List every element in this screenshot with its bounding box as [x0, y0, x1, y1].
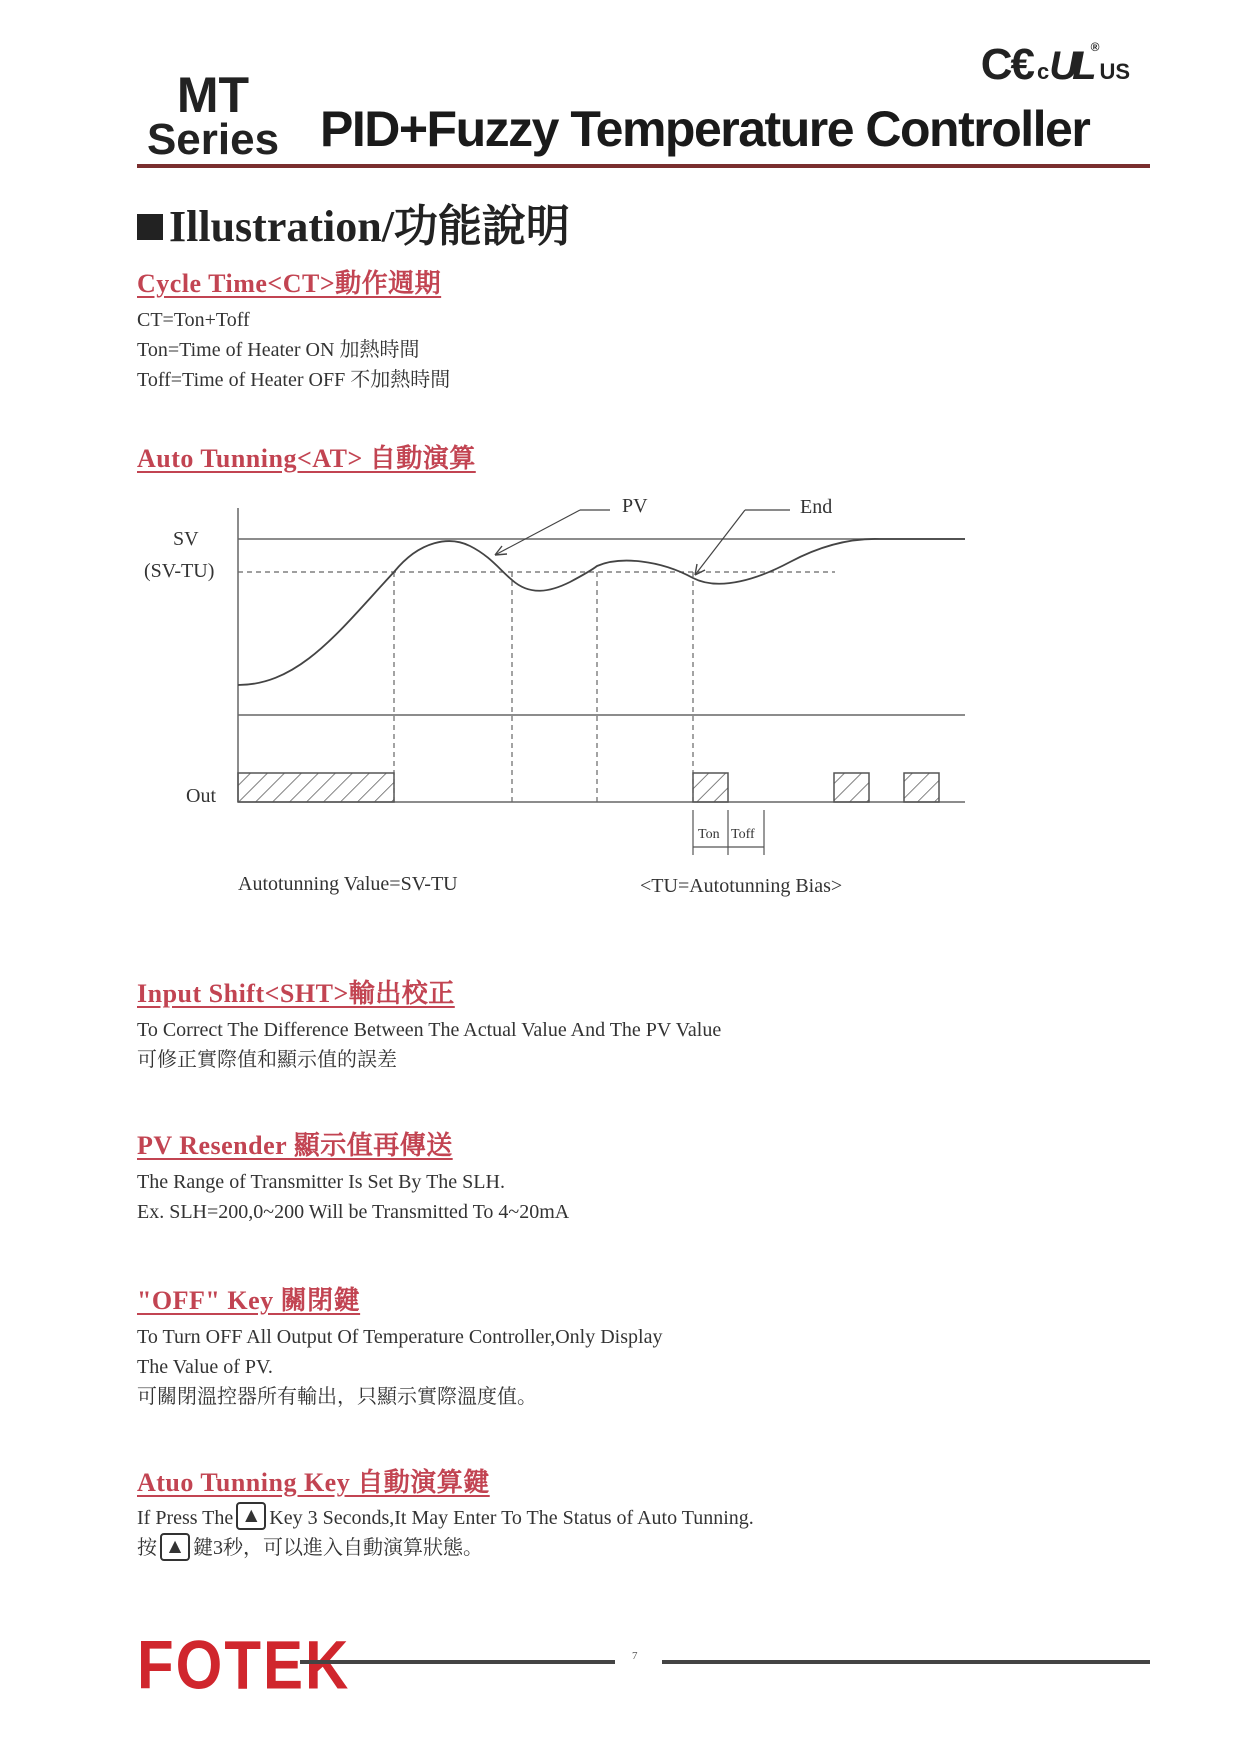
cycle-time-line-2: Ton=Time of Heater ON 加熱時間 [137, 339, 420, 361]
cul-c-mark: c [1037, 59, 1050, 84]
input-shift-title: Input Shift<SHT>輸出校正 [137, 979, 455, 1008]
series-badge [138, 67, 288, 164]
header-divider [137, 164, 1150, 168]
autotuning-value-caption: Autotunning Value=SV-TU [238, 873, 458, 895]
section-heading-text: Illustration/功能說明 [169, 202, 570, 251]
certification-marks [981, 40, 1130, 90]
cycle-time-title: Cycle Time<CT>動作週期 [137, 269, 442, 298]
pv-pointer [495, 510, 580, 555]
up-triangle-key-icon: ▲ [160, 1533, 190, 1561]
atuo-line2-before: 按 [137, 1537, 157, 1560]
off-key-body [137, 1322, 662, 1412]
atuo-line1-after: Key 3 Seconds,It May Enter To The Status of Auto Tunning. [269, 1507, 754, 1529]
output-pulse [834, 773, 869, 802]
atuo-tuning-key-title: Atuo Tunning Key 自動演算鍵 [137, 1468, 490, 1497]
atuo-line2-after: 鍵3秒，可以進入自動演算狀態。 [193, 1537, 483, 1560]
out-label: Out [186, 785, 216, 807]
up-triangle-key-icon: ▲ [236, 1502, 266, 1530]
atuo-tuning-key-body [137, 1503, 754, 1564]
output-pulse [904, 773, 939, 802]
pv-resender-line-2: Ex. SLH=200,0~200 Will be Transmitted To 4~20mA [137, 1201, 570, 1223]
pv-resender-body [137, 1167, 569, 1227]
off-key-title: "OFF" Key 關閉鍵 [137, 1286, 361, 1315]
footer-rule-right [662, 1660, 1150, 1664]
pv-resender-line-1: The Range of Transmitter Is Set By The SLH. [137, 1171, 505, 1193]
section-heading [137, 190, 570, 254]
page-title: PID+Fuzzy Temperature Controller [320, 101, 1090, 157]
atuo-tuning-key-line-1 [137, 1503, 754, 1533]
off-key-line-3: 可關閉溫控器所有輸出，只顯示實際溫度值。 [137, 1386, 537, 1408]
ul-logo: UL [1049, 44, 1091, 88]
ton-label: Ton [698, 827, 720, 842]
sv-tu-label: (SV-TU) [144, 560, 215, 582]
cycle-time-line-1: CT=Ton+Toff [137, 309, 250, 331]
fotek-logo: FOTEK [137, 1626, 351, 1704]
page-number: 7 [632, 1650, 638, 1662]
output-pulse [238, 773, 394, 802]
off-key-line-2: The Value of PV. [137, 1356, 273, 1378]
series-model: MT [176, 67, 250, 123]
ul-us-mark: US [1099, 59, 1130, 84]
pv-arrow-head [495, 546, 507, 555]
input-shift-body [137, 1015, 721, 1075]
end-label: End [800, 496, 833, 518]
off-key-line-1: To Turn OFF All Output Of Temperature Controller,Only Display [137, 1326, 663, 1348]
output-pulse [693, 773, 728, 802]
pv-curve [238, 539, 965, 685]
atuo-line1-before: If Press The [137, 1507, 234, 1529]
tu-bias-caption: <TU=Autotunning Bias> [640, 875, 843, 897]
cycle-time-body [137, 305, 450, 395]
auto-tuning-diagram [0, 480, 1240, 920]
atuo-tuning-key-line-2 [137, 1533, 754, 1563]
footer-rule-left [300, 1660, 615, 1664]
pv-resender-title: PV Resender 顯示值再傳送 [137, 1131, 453, 1160]
sv-label: SV [173, 528, 199, 550]
auto-tuning-title: Auto Tunning<AT> 自動演算 [137, 444, 476, 473]
pv-label: PV [622, 495, 648, 517]
input-shift-line-2: 可修正實際值和顯示值的誤差 [137, 1049, 397, 1071]
ce-mark: C€ [980, 40, 1034, 89]
registered-mark: ® [1090, 40, 1100, 54]
toff-label: Toff [731, 827, 755, 842]
series-label: Series [146, 115, 280, 164]
square-bullet-icon [137, 214, 163, 240]
end-pointer [695, 510, 745, 575]
cycle-time-line-3: Toff=Time of Heater OFF 不加熱時間 [137, 369, 451, 391]
input-shift-line-1: To Correct The Difference Between The Actual Value And The PV Value [137, 1019, 722, 1041]
